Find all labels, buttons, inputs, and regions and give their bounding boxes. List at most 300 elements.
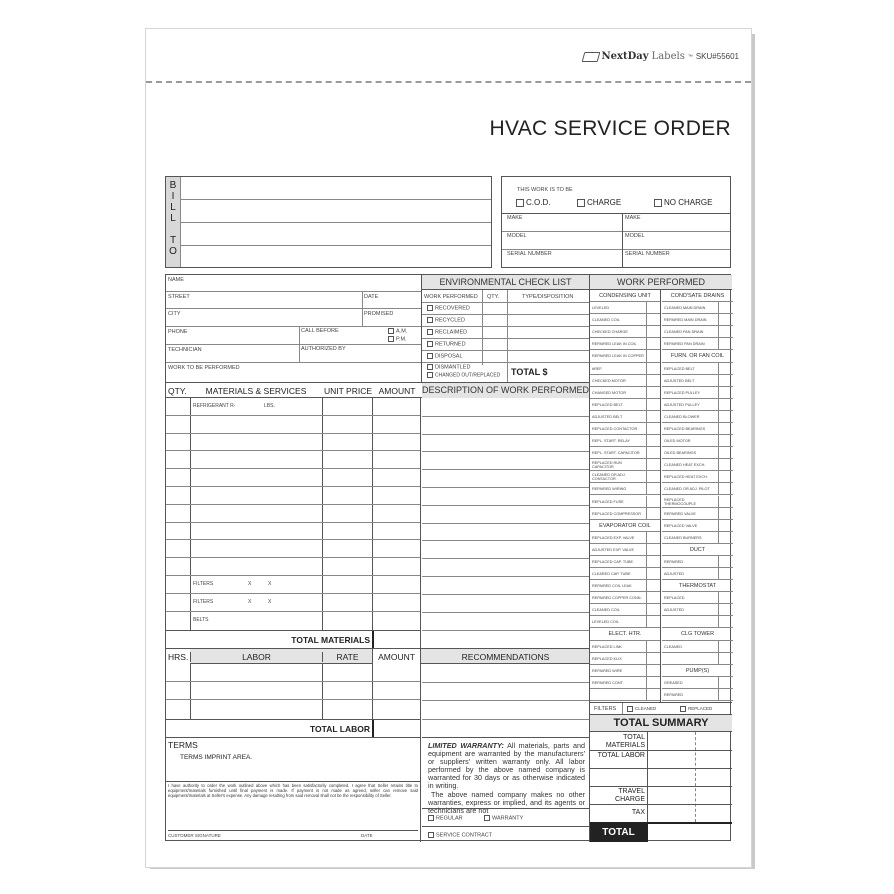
work-type-box <box>501 176 731 268</box>
divider <box>502 231 730 232</box>
checklist-item[interactable] <box>662 399 733 411</box>
returned-checkbox[interactable] <box>427 341 466 348</box>
labor-row[interactable] <box>166 700 420 719</box>
divider <box>507 290 508 382</box>
terms-imprint: TERMS IMPRINT AREA. <box>180 754 253 761</box>
divider <box>590 804 732 805</box>
table-row[interactable] <box>166 505 420 523</box>
checklist-item-label: ADJUSTED BELT <box>592 414 623 419</box>
signature-line[interactable] <box>168 830 418 831</box>
check-cell[interactable] <box>646 363 647 374</box>
description-row[interactable] <box>422 630 589 648</box>
check-cell[interactable] <box>646 508 647 519</box>
check-cell[interactable] <box>718 496 719 507</box>
checklist-item[interactable] <box>590 375 660 387</box>
check-cell[interactable] <box>718 604 719 615</box>
check-cell[interactable] <box>646 665 647 676</box>
checkbox-icon <box>484 815 490 821</box>
checklist-item[interactable] <box>662 520 733 532</box>
filters-replaced-checkbox[interactable] <box>680 706 712 712</box>
check-cell[interactable] <box>646 471 647 482</box>
checklist-item-label: REPAIRED WIRING <box>592 487 627 492</box>
divider <box>590 786 732 787</box>
work-type-label: THIS WORK IS TO BE <box>517 187 573 193</box>
divider <box>502 249 730 250</box>
terms-title: TERMS <box>168 740 198 750</box>
table-row[interactable] <box>166 612 420 630</box>
checklist-item[interactable] <box>662 556 733 568</box>
check-cell[interactable] <box>718 568 719 579</box>
checklist-item-label: CLEANED MAIN DRAIN <box>664 306 706 311</box>
promised-field[interactable]: PROMISED <box>364 311 394 317</box>
filters-cleaned-checkbox[interactable] <box>627 706 656 712</box>
section-header: COND'SATE DRAINS <box>662 290 733 302</box>
checklist-item[interactable] <box>662 689 733 701</box>
changed-checkbox[interactable] <box>427 372 500 379</box>
customer-info <box>166 275 421 382</box>
divider <box>422 576 589 577</box>
checklist-item[interactable] <box>662 338 733 350</box>
bill-to-line[interactable] <box>181 222 491 223</box>
checklist-item-label: REPAIRED <box>664 559 684 564</box>
col-hrs: HRS. <box>168 652 189 662</box>
brand-name-light: Labels <box>651 51 685 62</box>
checklist-item-label: CLEANED COIL <box>592 608 620 613</box>
divider <box>166 344 421 345</box>
divider <box>422 469 589 470</box>
checklist-item[interactable] <box>590 302 660 314</box>
bill-to-line[interactable] <box>181 245 491 246</box>
checklist-item[interactable] <box>590 399 660 411</box>
checklist-item-label: ADJUSTED PULLEY <box>664 402 700 407</box>
checkbox-icon <box>427 329 433 335</box>
total-value[interactable] <box>647 824 732 842</box>
description-area[interactable] <box>422 398 589 630</box>
date-field[interactable]: DATE <box>364 294 379 300</box>
checklist-item-label: REPLACED FUSE <box>592 499 624 504</box>
brand <box>583 51 739 62</box>
check-cell[interactable] <box>718 399 719 410</box>
divider <box>166 781 420 782</box>
checkbox-icon <box>427 353 433 359</box>
materials-header <box>166 382 589 398</box>
checklist-item[interactable] <box>662 496 733 508</box>
checklist-item[interactable] <box>662 435 733 447</box>
serial-field-2[interactable]: SERIAL NUMBER <box>625 251 670 257</box>
table-row[interactable] <box>166 487 420 505</box>
row-text: BELTS <box>193 616 209 623</box>
divider <box>422 326 589 327</box>
check-cell[interactable] <box>718 616 719 627</box>
recycled-checkbox[interactable] <box>427 317 465 324</box>
summary-title: TOTAL SUMMARY <box>590 715 732 732</box>
reclaimed-checkbox[interactable] <box>427 329 467 336</box>
checkbox-icon <box>388 328 394 334</box>
col-rate: RATE <box>322 652 372 662</box>
checklist-item[interactable] <box>590 411 660 423</box>
check-cell[interactable] <box>718 641 719 652</box>
check-cell[interactable] <box>718 363 719 374</box>
filters-label: FILTERS <box>594 706 617 712</box>
checklist-item[interactable] <box>590 326 660 338</box>
checklist-item-label <box>592 689 644 701</box>
check-cell[interactable] <box>646 641 647 652</box>
checklist-item[interactable] <box>662 653 733 665</box>
divider <box>362 291 363 326</box>
checklist-item-label <box>664 653 716 665</box>
check-cell[interactable] <box>718 459 719 470</box>
checklist-item[interactable] <box>590 447 660 459</box>
labor-row[interactable] <box>166 664 420 682</box>
checklist-item[interactable] <box>590 641 660 653</box>
check-cell[interactable] <box>646 568 647 579</box>
col-amount: AMOUNT <box>378 386 416 396</box>
work-to-be-performed-field[interactable]: WORK TO BE PERFORMED <box>168 365 240 371</box>
model-field-1[interactable]: MODEL <box>507 233 527 239</box>
checklist-item[interactable] <box>662 592 733 604</box>
table-row[interactable] <box>166 434 420 452</box>
table-row[interactable] <box>166 523 420 541</box>
total-labor-label: TOTAL LABOR <box>310 724 370 734</box>
check-cell[interactable] <box>646 375 647 386</box>
check-cell[interactable] <box>718 338 719 349</box>
checklist-item[interactable] <box>662 677 733 689</box>
perforation-line <box>146 81 751 83</box>
checklist-item-label: ADJUSTED BELT <box>664 378 695 383</box>
disposal-checkbox[interactable] <box>427 353 463 360</box>
check-cell[interactable] <box>718 677 719 688</box>
checkbox-icon <box>427 305 433 311</box>
environmental-title: ENVIRONMENTAL CHECK LIST <box>422 275 589 290</box>
item-label: RETURNED <box>435 341 466 348</box>
checklist-item[interactable] <box>590 592 660 604</box>
section-header: CLG TOWER <box>662 628 733 640</box>
col-type: TYPE/DISPOSITION <box>522 294 574 300</box>
check-cell[interactable] <box>646 616 647 627</box>
row-extra: X X <box>248 598 272 605</box>
make-field-2[interactable]: MAKE <box>625 215 641 221</box>
checklist-item[interactable] <box>590 665 660 677</box>
checklist-item[interactable] <box>662 302 733 314</box>
check-cell[interactable] <box>718 556 719 567</box>
bill-to-box <box>165 176 492 268</box>
no-charge-checkbox[interactable] <box>654 198 712 207</box>
col-unit-price: UNIT PRICE <box>323 386 373 396</box>
checklist-item[interactable] <box>590 616 660 628</box>
checklist-item[interactable] <box>590 363 660 375</box>
check-cell[interactable] <box>646 483 647 494</box>
check-cell[interactable] <box>718 375 719 386</box>
check-cell[interactable] <box>646 556 647 567</box>
checklist-item-label: CHECKED MOTOR <box>592 378 626 383</box>
divider <box>622 703 623 714</box>
divider <box>422 523 589 524</box>
divider <box>422 451 589 452</box>
check-cell[interactable] <box>718 387 719 398</box>
checklist-item[interactable] <box>590 435 660 447</box>
checklist-item[interactable] <box>590 580 660 592</box>
checklist-item[interactable] <box>662 423 733 435</box>
total-labor-row <box>166 719 421 737</box>
checkbox-icon <box>680 706 686 712</box>
check-cell[interactable] <box>718 326 719 337</box>
check-cell[interactable] <box>718 411 719 422</box>
checklist-item[interactable] <box>590 689 660 701</box>
divider <box>590 768 732 769</box>
table-row[interactable] <box>166 451 420 469</box>
total-materials-label: TOTAL MATERIALS <box>291 635 370 645</box>
checklist-item-label: CLEANED PAN DRAIN <box>664 330 704 335</box>
checklist-item-label: GREASED <box>664 680 683 685</box>
checklist-item[interactable] <box>662 532 733 544</box>
divider <box>422 505 589 506</box>
row-text: REFRIGERANT R- <box>193 403 236 409</box>
technician-field[interactable]: TECHNICIAN <box>168 347 202 353</box>
check-cell[interactable] <box>646 532 647 543</box>
checklist-item-label: REPAIRED VALVE <box>664 511 696 516</box>
check-cell[interactable] <box>718 302 719 313</box>
checklist-item-label: REPAIRED LEAK IN COPPER <box>592 354 644 359</box>
table-row[interactable] <box>166 594 420 612</box>
check-cell[interactable] <box>646 447 647 458</box>
checklist-item[interactable] <box>590 314 660 326</box>
authorized-by-field[interactable]: AUTHORIZED BY <box>301 346 346 352</box>
serial-field-1[interactable]: SERIAL NUMBER <box>507 251 552 257</box>
warranty-body-2: The above named company makes no other warranties, express or implied, and its agents or technicians are not <box>428 789 585 815</box>
divider <box>422 719 589 720</box>
recovered-checkbox[interactable] <box>427 305 470 312</box>
check-cell[interactable] <box>646 689 647 700</box>
divider <box>622 213 623 267</box>
checklist-item-label: REPAIRED COIL LEAK <box>592 584 632 589</box>
terms-section <box>166 737 421 842</box>
checklist-item-label: REPAIRED CONT. <box>592 680 624 685</box>
work-performed-panel <box>589 275 732 702</box>
checklist-item[interactable] <box>590 508 660 520</box>
check-cell[interactable] <box>718 423 719 434</box>
checklist-item[interactable] <box>662 616 733 628</box>
checklist-item[interactable] <box>590 483 660 495</box>
divider <box>590 750 732 751</box>
service-contract-checkbox[interactable] <box>428 832 492 839</box>
check-cell[interactable] <box>718 689 719 700</box>
divider <box>422 808 589 809</box>
checklist-item[interactable] <box>590 532 660 544</box>
checklist-item[interactable] <box>662 483 733 495</box>
divider <box>422 350 589 351</box>
charge-checkbox[interactable] <box>577 198 621 207</box>
table-row[interactable] <box>166 416 420 434</box>
recommendations-area[interactable] <box>422 664 589 737</box>
check-cell[interactable] <box>646 423 647 434</box>
checkbox-icon <box>388 336 394 342</box>
check-cell[interactable] <box>646 459 647 470</box>
checkbox-icon <box>428 815 434 821</box>
check-cell[interactable] <box>646 338 647 349</box>
check-cell[interactable] <box>718 532 719 543</box>
pm-label: P.M. <box>396 336 407 343</box>
checklist-item[interactable] <box>662 375 733 387</box>
checklist-item[interactable] <box>590 568 660 580</box>
street-field[interactable]: STREET <box>168 294 190 300</box>
divider <box>166 362 421 363</box>
checklist-item[interactable] <box>662 363 733 375</box>
option-label: REPLACED <box>688 706 713 712</box>
check-cell[interactable] <box>646 387 647 398</box>
table-row[interactable] <box>166 398 420 416</box>
city-field[interactable]: CITY <box>168 311 181 317</box>
checkbox-icon <box>654 199 662 207</box>
checklist-item-label: REPLACED BELT <box>664 366 695 371</box>
checklist-item[interactable] <box>590 496 660 508</box>
check-cell[interactable] <box>646 677 647 688</box>
checklist-item-label: CLEANED OR ADJ. PILOT <box>664 487 710 492</box>
checklist-item[interactable] <box>590 544 660 556</box>
name-field[interactable]: NAME <box>168 277 184 283</box>
checkbox-icon <box>428 832 434 838</box>
description-title: DESCRIPTION OF WORK PERFORMED <box>422 383 589 398</box>
warranty-checkbox[interactable] <box>484 815 523 822</box>
check-cell[interactable] <box>718 314 719 325</box>
check-cell[interactable] <box>718 435 719 446</box>
total-materials-row <box>166 630 421 648</box>
row-extra: LBS. <box>264 403 275 409</box>
checkbox-icon <box>427 341 433 347</box>
check-cell[interactable] <box>646 496 647 507</box>
check-cell[interactable] <box>718 520 719 531</box>
check-cell[interactable] <box>718 471 719 482</box>
labor-row[interactable] <box>166 682 420 700</box>
checklist-item-label: OILED BEARINGS <box>664 451 697 456</box>
check-cell[interactable] <box>646 399 647 410</box>
checklist-item-label: REPLACED LINK <box>592 644 622 649</box>
bill-to-letter: T <box>169 235 177 246</box>
check-cell[interactable] <box>646 580 647 591</box>
table-row[interactable] <box>166 558 420 576</box>
table-row[interactable] <box>166 576 420 594</box>
phone-field[interactable]: PHONE <box>168 329 188 335</box>
checklist-item[interactable] <box>590 387 660 399</box>
cod-checkbox[interactable] <box>516 198 550 207</box>
checklist-item[interactable] <box>662 641 733 653</box>
checklist-item[interactable] <box>662 508 733 520</box>
check-cell[interactable] <box>718 592 719 603</box>
customer-signature-label: CUSTOMER SIGNATURE <box>168 833 221 838</box>
checklist-item-label: OILED MOTOR <box>664 439 691 444</box>
checklist-item[interactable] <box>590 471 660 483</box>
checklist-item[interactable] <box>590 350 660 362</box>
checklist-item[interactable] <box>662 314 733 326</box>
authorization-text: I have authority to order the work outlined above which has been satisfactorily completed. I agree that Seller retains title to equipment/materials furnished until final payment is made. If payment is not made as agreed, seller can remove said equipment/materials at Seller's expense. Any damage resulting from said removal shall not be the responsibility of Seller. <box>168 783 418 799</box>
col-amount: AMOUNT <box>372 649 421 665</box>
label-logo-icon <box>581 52 600 62</box>
table-row[interactable] <box>166 469 420 487</box>
checklist-item[interactable] <box>590 604 660 616</box>
warranty-text <box>428 742 585 815</box>
checklist-item[interactable] <box>590 423 660 435</box>
labor-rows <box>166 664 421 719</box>
section-header: EVAPORATOR COIL <box>590 520 660 532</box>
checklist-item[interactable] <box>662 447 733 459</box>
check-cell[interactable] <box>646 350 647 361</box>
checklist-item[interactable] <box>662 387 733 399</box>
divider <box>422 416 589 417</box>
checklist-item-label: REPLACED CONTACTOR <box>592 427 638 431</box>
check-cell[interactable] <box>718 483 719 494</box>
section-header: DUCT <box>662 544 733 556</box>
warranty-section <box>422 737 589 842</box>
checklist-item-label: CLEANED OR ADJ. CONTACTOR <box>592 473 626 482</box>
checklist-item-label: REPLACED EXP. VALVE <box>592 535 635 540</box>
dismantled-checkbox[interactable] <box>427 364 470 371</box>
checklist-item-label: CHECKED CHARGE <box>592 330 628 335</box>
brand-name-bold: NextDay <box>601 51 649 62</box>
warranty-heading: LIMITED WARRANTY: <box>428 741 504 750</box>
checklist-item[interactable] <box>662 568 733 580</box>
check-cell[interactable] <box>646 411 647 422</box>
regular-checkbox[interactable] <box>428 815 463 822</box>
checklist-item-label: REPLACED THERMOCOUPLE <box>664 497 697 506</box>
check-cell[interactable] <box>646 314 647 325</box>
checklist-item[interactable] <box>590 677 660 689</box>
checkbox-icon <box>627 706 633 712</box>
make-field-1[interactable]: MAKE <box>507 215 523 221</box>
checklist-item-label: ADJUSTED <box>664 572 685 577</box>
table-row[interactable] <box>166 540 420 558</box>
checklist-item-label: CLEANED COIL <box>592 318 620 323</box>
checklist-item-label: LEVELED COIL <box>592 620 620 625</box>
checklist-item[interactable] <box>590 653 660 665</box>
check-cell[interactable] <box>718 447 719 458</box>
environmental-checklist <box>421 275 589 382</box>
divider <box>422 302 589 303</box>
work-performed-title: WORK PERFORMED <box>590 275 732 290</box>
divider <box>422 314 589 315</box>
check-cell[interactable] <box>646 302 647 313</box>
checklist-item[interactable] <box>662 411 733 423</box>
bill-to-line[interactable] <box>181 199 491 200</box>
checklist-item[interactable] <box>590 556 660 568</box>
checklist-item[interactable] <box>662 326 733 338</box>
check-cell[interactable] <box>646 604 647 615</box>
am-checkbox[interactable] <box>388 328 407 335</box>
checklist-item[interactable] <box>590 459 660 471</box>
checklist-item[interactable] <box>590 338 660 350</box>
checklist-item[interactable] <box>662 459 733 471</box>
checklist-item-label: REPLACED KLIX <box>592 656 622 661</box>
checklist-item-label: REPAIRED <box>664 692 684 697</box>
checklist-item-label: REPL. START. CAPACITOR <box>592 451 640 456</box>
check-cell[interactable] <box>646 544 647 555</box>
checklist-item[interactable] <box>662 471 733 483</box>
divider <box>422 612 589 613</box>
row-extra: X X <box>248 581 272 587</box>
checklist-item[interactable] <box>662 604 733 616</box>
check-cell[interactable] <box>646 326 647 337</box>
option-label: WARRANTY <box>492 815 524 822</box>
model-field-2[interactable]: MODEL <box>625 233 645 239</box>
pm-checkbox[interactable] <box>388 336 407 343</box>
check-cell[interactable] <box>646 592 647 603</box>
check-cell[interactable] <box>646 435 647 446</box>
total-row <box>590 822 732 842</box>
check-cell[interactable] <box>718 508 719 519</box>
total-label: TOTAL <box>590 824 647 842</box>
check-cell[interactable] <box>646 653 647 664</box>
option-label: CLEANED <box>635 706 657 712</box>
check-cell[interactable] <box>718 653 719 664</box>
call-before-field[interactable]: CALL BEFORE <box>301 328 339 334</box>
